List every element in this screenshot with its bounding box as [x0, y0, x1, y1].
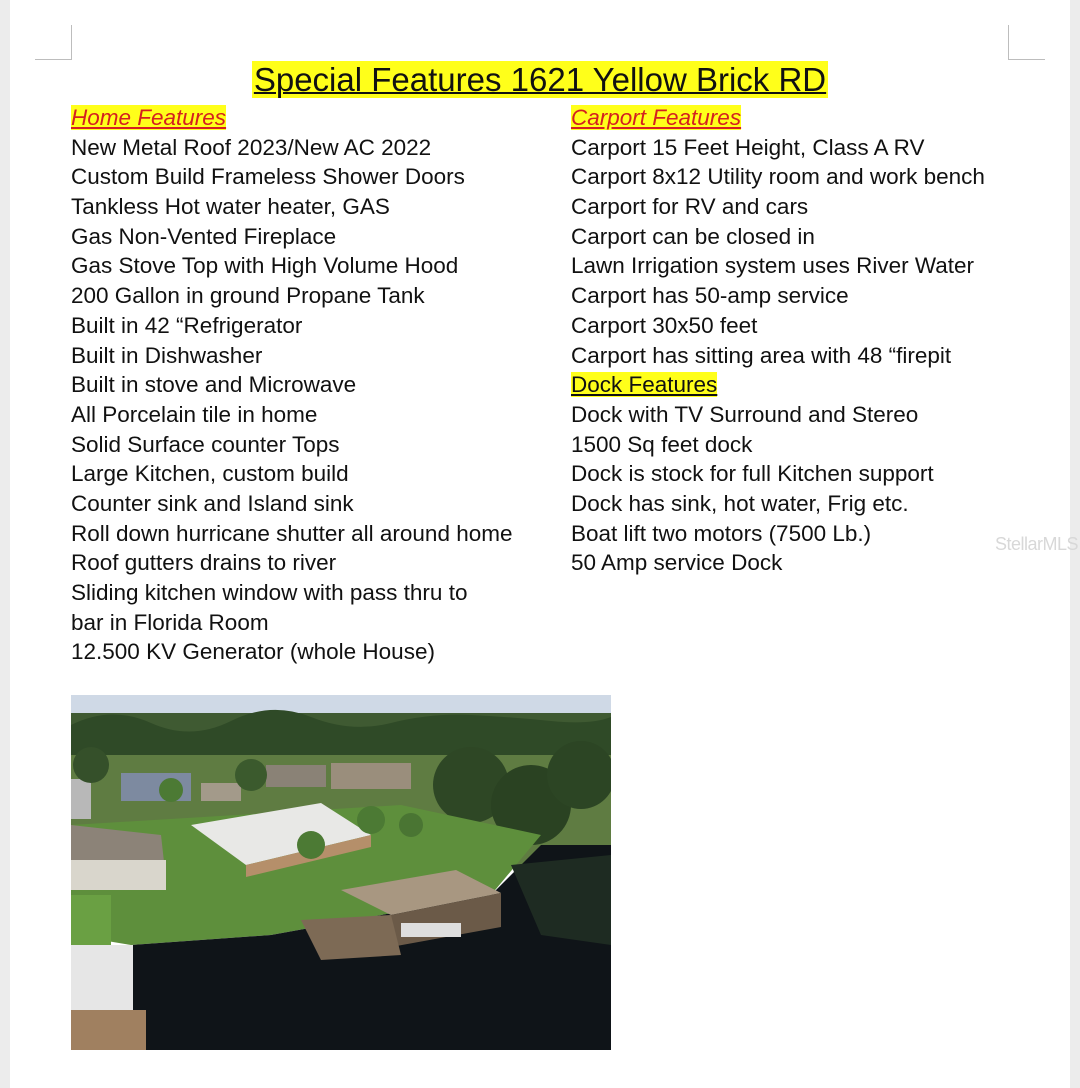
carport-features-heading: Carport Features — [571, 105, 742, 130]
carport-feature-item: Lawn Irrigation system uses River Water — [571, 253, 975, 279]
dock-feature-item: 1500 Sq feet dock — [571, 431, 753, 457]
carport-feature-item: Carport for RV and cars — [571, 194, 809, 220]
carport-feature-item: Carport 30x50 feet — [571, 312, 758, 338]
margin-corner-mark-right — [1008, 25, 1045, 60]
home-feature-item: All Porcelain tile in home — [71, 401, 318, 427]
carport-feature-item: Carport 15 Feet Height, Class A RV — [571, 134, 925, 160]
home-feature-item: 12.500 KV Generator (whole House) — [71, 639, 435, 665]
home-feature-item: Sliding kitchen window with pass thru to — [71, 580, 468, 605]
home-feature-item: Large Kitchen, custom build — [71, 461, 349, 487]
document-page — [10, 0, 1079, 1088]
home-feature-item: Built in stove and Microwave — [71, 372, 357, 398]
carport-feature-item: Carport has sitting area with 48 “firepit — [571, 342, 952, 368]
home-feature-item: Custom Build Frameless Shower Doors — [71, 164, 465, 190]
dock-feature-item: Boat lift two motors (7500 Lb.) — [571, 520, 872, 546]
home-feature-item: Gas Stove Top with High Volume Hood — [71, 253, 459, 279]
carport-features-heading-row — [571, 103, 985, 133]
dock-feature-item: Dock has sink, hot water, Frig etc. — [571, 490, 909, 516]
home-feature-item: Gas Non-Vented Fireplace — [71, 223, 337, 249]
margin-corner-mark-left — [35, 25, 72, 60]
dock-feature-item: Dock with TV Surround and Stereo — [571, 401, 919, 427]
dock-feature-item: 50 Amp service Dock — [571, 550, 783, 576]
carport-dock-features-column — [571, 103, 985, 578]
home-feature-item: Roll down hurricane shutter all around home — [71, 520, 513, 546]
carport-feature-item: Carport 8x12 Utility room and work bench — [571, 164, 985, 190]
home-feature-item: Roof gutters drains to river — [71, 550, 337, 576]
dock-features-heading: Dock Features — [571, 372, 718, 398]
home-feature-item: New Metal Roof 2023/New AC 2022 — [71, 134, 432, 160]
stellarmls-watermark: StellarMLS — [995, 534, 1079, 554]
dock-features-heading-row — [571, 370, 985, 400]
aerial-photo-illustration — [71, 695, 611, 1050]
home-features-heading-row — [71, 103, 513, 133]
home-feature-item: Built in 42 “Refrigerator — [71, 312, 303, 338]
document-title-row — [10, 60, 1070, 100]
home-feature-item: Built in Dishwasher — [71, 342, 263, 368]
home-features-heading: Home Features — [71, 105, 227, 130]
dock-feature-item: Dock is stock for full Kitchen support — [571, 461, 934, 487]
aerial-property-photo — [71, 695, 611, 1050]
document-title: Special Features 1621 Yellow Brick RD — [253, 61, 827, 98]
home-feature-item: Tankless Hot water heater, GAS — [71, 194, 390, 220]
carport-feature-item: Carport has 50-amp service — [571, 283, 849, 309]
carport-feature-item: Carport can be closed in — [571, 223, 815, 249]
home-feature-item: 200 Gallon in ground Propane Tank — [71, 283, 425, 309]
home-feature-item: Counter sink and Island sink — [71, 490, 354, 516]
home-feature-item: Solid Surface counter Tops — [71, 431, 340, 457]
home-features-column — [71, 103, 513, 667]
home-feature-item: bar in Florida Room — [71, 609, 269, 635]
